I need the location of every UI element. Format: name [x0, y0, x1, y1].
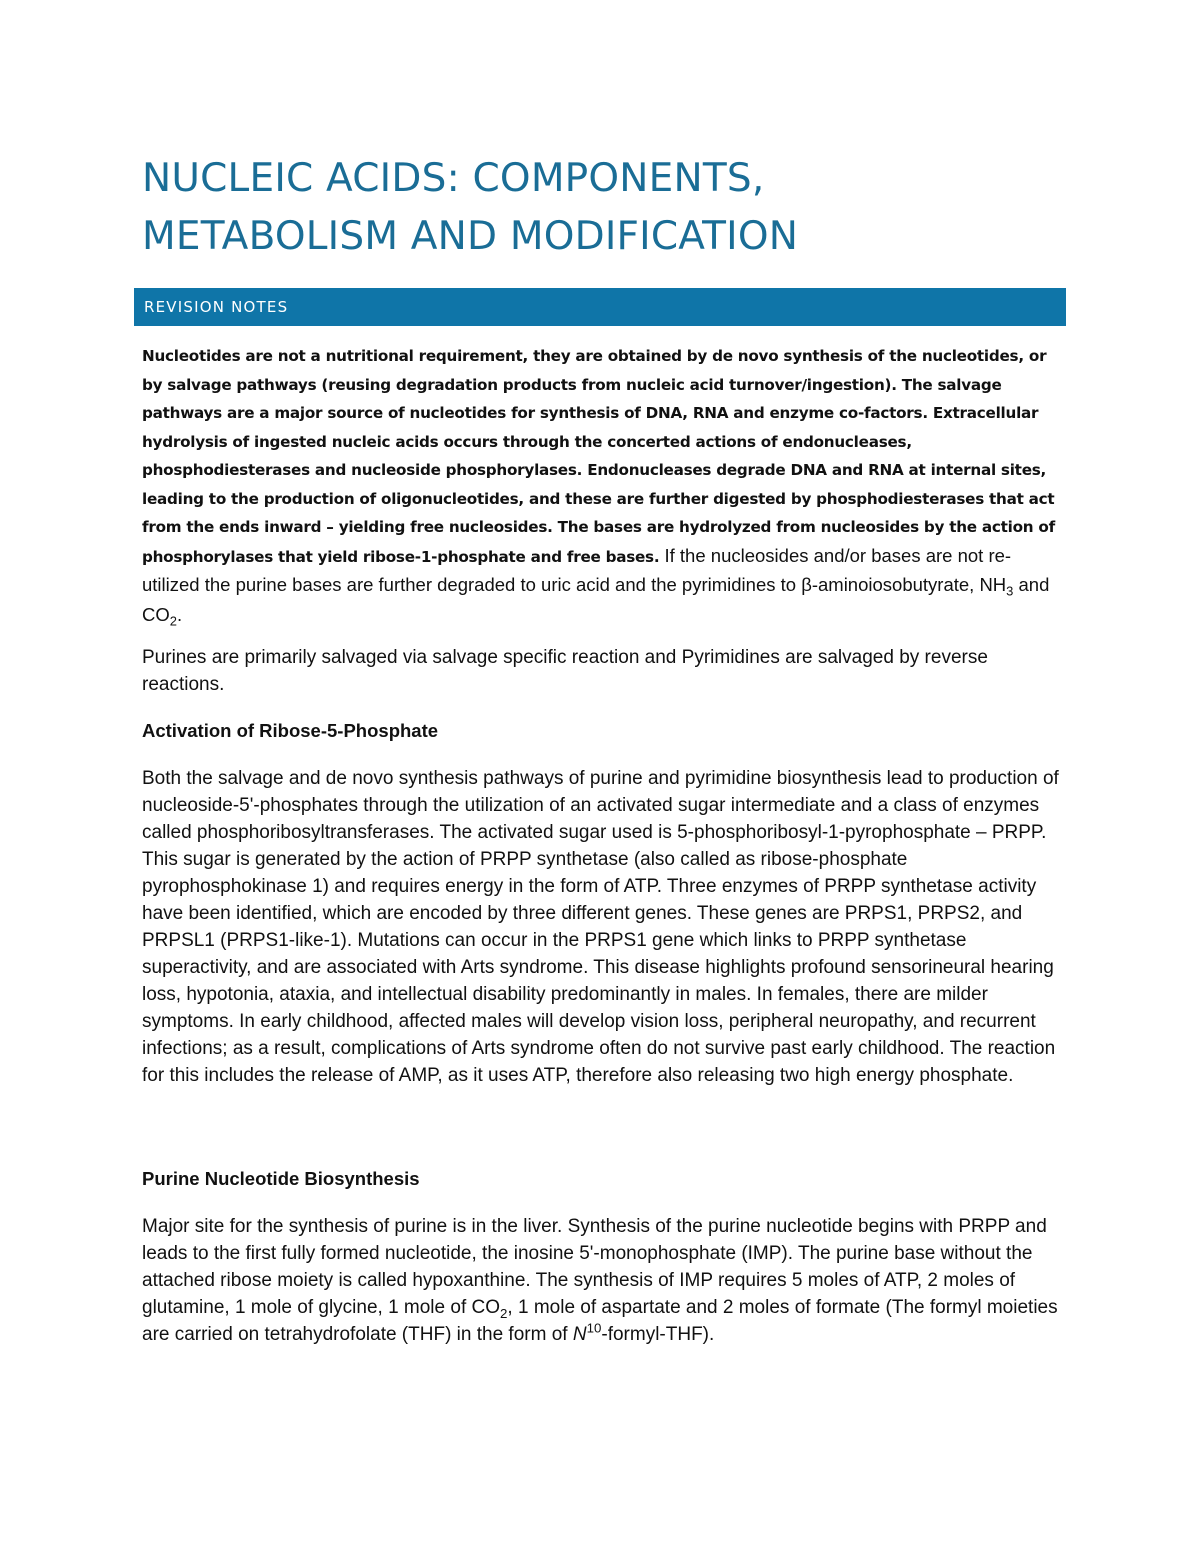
- purine-text-end: -formyl-THF).: [601, 1324, 715, 1345]
- co-subscript: 2: [169, 613, 177, 629]
- heading-activation: Activation of Ribose-5-Phosphate: [142, 720, 439, 741]
- intro-plain-main: If the nucleosides and/or bases are not re-utilized the purine bases are further degraded to uric acid and the pyrimidines to β-aminoiosobutyrate, NH: [142, 544, 1012, 595]
- n-italic: N: [572, 1324, 587, 1345]
- intro-end: .: [176, 603, 183, 625]
- purine-paragraph: [142, 1213, 1066, 1348]
- nh-subscript: 3: [1006, 583, 1014, 599]
- heading-purine-biosynthesis: Purine Nucleotide Biosynthesis: [142, 1168, 420, 1189]
- activation-paragraph: Both the salvage and de novo synthesis pathways of purine and pyrimidine biosynthesis lead to production of nucleoside-5'-phosphates through the utilization of an activated sugar intermediate and a class of enzymes called phosphoribosyltransferases. The activated sugar used is 5-phosphoribosyl-1-pyrophosphate – PRPP. This sugar is generated by the action of PRPP synthetase (also called as ribose-phosphate pyrophosphokinase 1) and requires energy in the form of ATP. Three enzymes of PRPP synthetase activity have been identified, which are encoded by three different genes. These genes are PRPS1, PRPS2, and PRPSL1 (PRPS1-like-1). Mutations can occur in the PRPS1 gene which links to PRPP synthetase superactivity, and are associated with Arts syndrome. This disease highlights profound sensorineural hearing loss, hypotonia, ataxia, and intellectual disability predominantly in males. In females, there are milder symptoms. In early childhood, affected males will develop vision loss, peripheral neuropathy, and recurrent infections; as a result, complications of Arts syndrome often do not survive past early childhood. The reaction for this includes the release of AMP, as it uses ATP, therefore also releasing two high energy phosphate.: [142, 768, 1059, 1086]
- intro-bold-text: Nucleotides are not a nutritional requirement, they are obtained by de novo synthesis of the nucleotides, or by salvage pathways (reusing degradation products from nucleic acid turnover/ingestion). The salvage pathways are a major source of nucleotides for synthesis of DNA, RNA and enzyme co-factors. Extracellular hydrolysis of ingested nucleic acids occurs through the concerted actions of endonucleases, phosphodiesterases and nucleoside phosphorylases. Endonucleases degrade DNA and RNA at internal sites, leading to the production of oligonucleotides, and these are further digested by phosphodiesterases that act from the ends inward – yielding free nucleosides. The bases are hydrolyzed from nucleosides by the action of phosphorylases that yield ribose-1-phosphate and free bases.: [142, 347, 1055, 566]
- purine-co-subscript: 2: [500, 1305, 508, 1321]
- purine-text-main: Major site for the synthesis of purine is in the liver. Synthesis of the purine nucleotide begins with PRPP and leads to the first fully formed nucleotide, the inosine 5'-monophosphate (IMP). The purine base without the attached ribose moiety is called hypoxanthine. The synthesis of IMP requires 5 moles of ATP, 2 moles of glutamine, 1 mole of glycine, 1 mole of CO: [142, 1216, 1047, 1318]
- n-superscript: 10: [586, 1320, 602, 1336]
- intro-paragraph: [142, 342, 1066, 630]
- title-line-2: METABOLISM AND MODIFICATION: [142, 214, 799, 259]
- purine-text-after: , 1 mole of aspartate and 2 moles of formate (The formyl moieties are carried on tetrahydrofolate (THF) in the form of: [142, 1297, 1058, 1345]
- banner-label: REVISION NOTES: [144, 298, 289, 316]
- section-banner: [134, 288, 1066, 326]
- intro-and-co: and CO: [142, 574, 1050, 625]
- salvage-paragraph: Purines are primarily salvaged via salvage specific reaction and Pyrimidines are salvaged by reverse reactions.: [142, 647, 988, 695]
- page-title: [142, 150, 1066, 266]
- title-line-1: NUCLEIC ACIDS: COMPONENTS,: [142, 156, 765, 201]
